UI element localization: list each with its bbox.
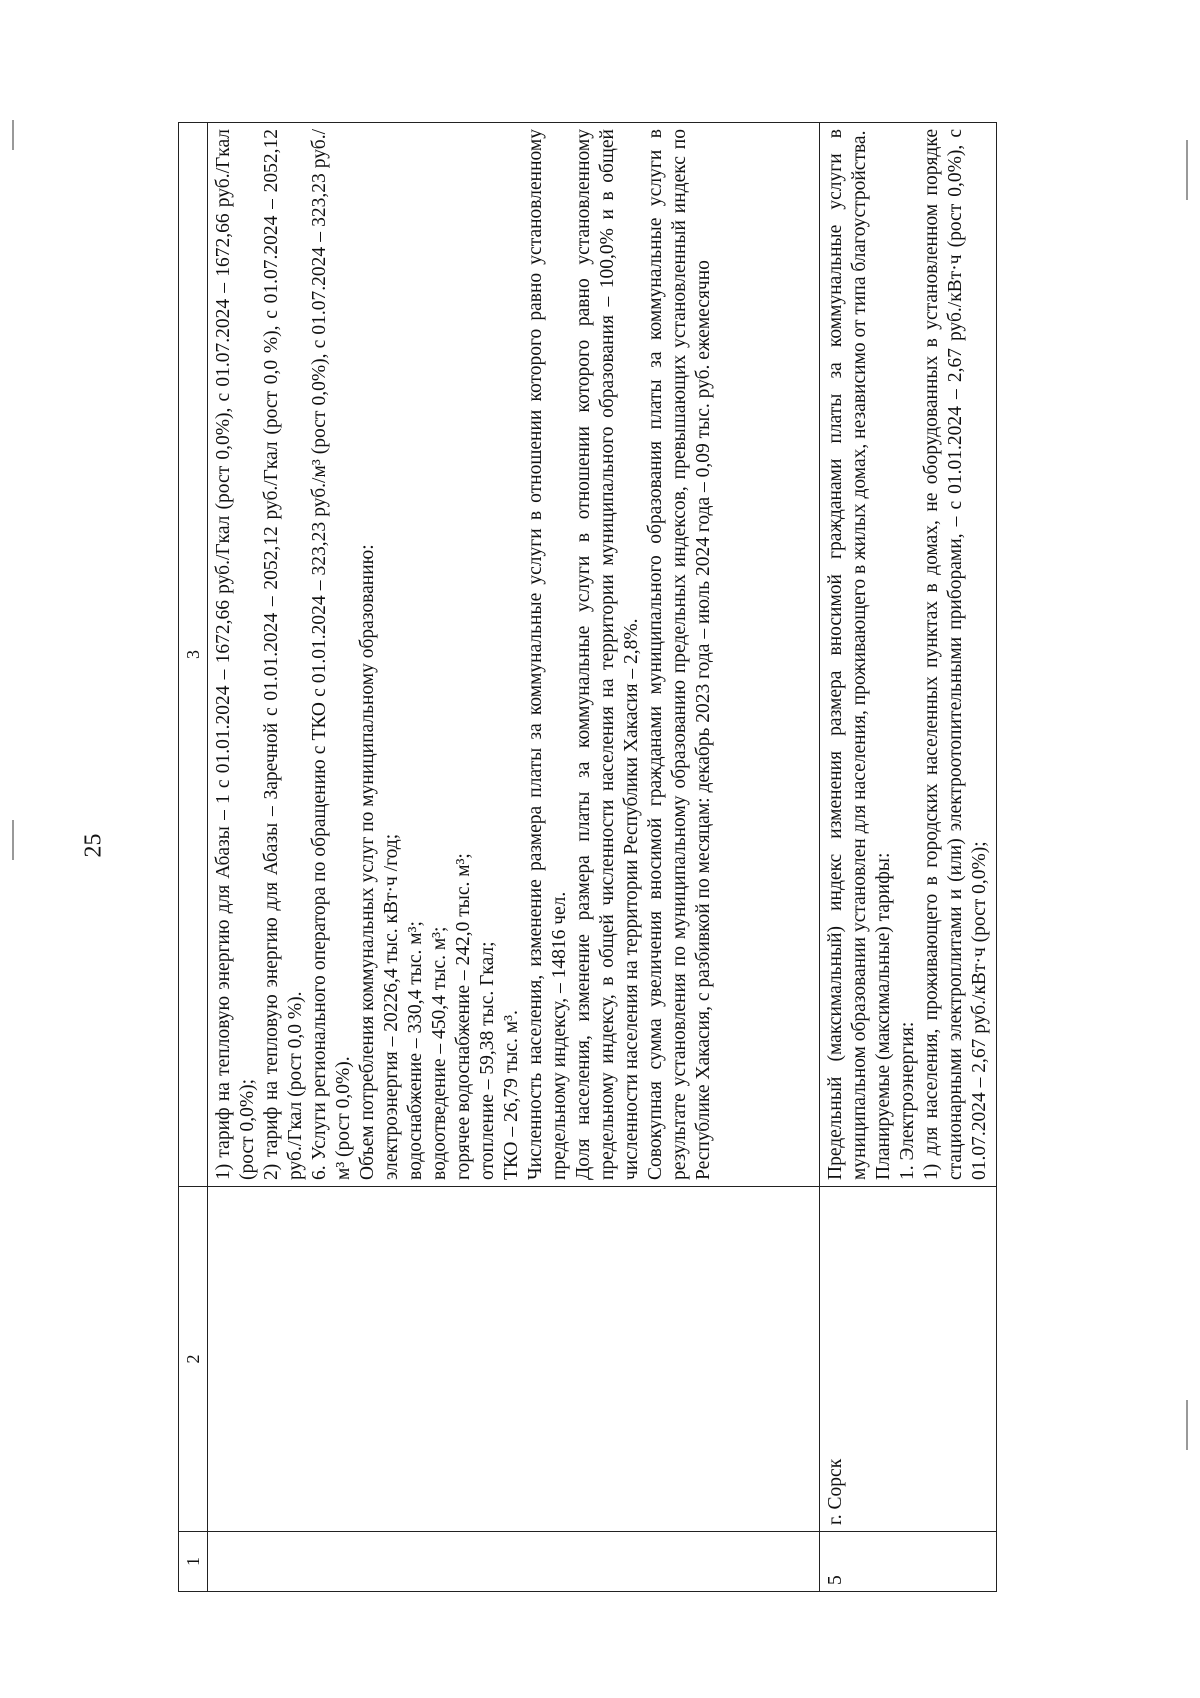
tariff-table <box>178 122 997 1592</box>
text-line: Предельный (максимальный) индекс изменения размера вносимой гражданами платы за коммунальные услуги в муниципальном образовании установлен для населения, проживающего в жилых домах, независимо от типа благоустройства. <box>825 129 871 1180</box>
text-line: водоотведение – 450,4 тыс. м³; <box>428 926 450 1180</box>
text-line: ТКО – 26,79 тыс. м³. <box>500 1010 522 1180</box>
municipality-name: г. Сорск <box>820 1187 997 1532</box>
municipality-name <box>208 1187 820 1532</box>
text-line: водоснабжение – 330,4 тыс. м³; <box>405 921 426 1180</box>
text-line: электроэнергия – 20226,4 тыс. кВт·ч /год; <box>381 833 403 1180</box>
table-row <box>208 123 820 1592</box>
text-line: 6. Услуги регионального оператора по обращению с ТКО с 01.01.2024 – 323,23 руб./м³ (рост 0,0%), с 01.07.2024 – 323,23 руб./м³ (рост 0,0%). <box>309 129 355 1180</box>
text-line: горячее водоснабжение – 242,0 тыс. м³; <box>452 853 474 1180</box>
row-number: 5 <box>820 1532 997 1592</box>
text-line: Объем потребления коммунальных услуг по муниципальному образованию: <box>357 544 379 1180</box>
row-description <box>820 123 997 1187</box>
table-row <box>820 123 997 1592</box>
text-line: 1) тариф на тепловую энергию для Абазы – 1 с 01.01.2024 – 1672,66 руб./Гкал (рост 0,0%), с 01.07.2024 – 1672,66 руб./Гкал (рост 0,0%); <box>213 129 259 1180</box>
scan-edge-mark <box>12 120 14 150</box>
scan-edge-mark <box>1186 1400 1188 1450</box>
text-line: Численность населения, изменение размера платы за коммунальные услуги в отношении которого равно установленному предельному индексу, – 14816 чел. <box>524 129 570 1180</box>
header-row <box>179 123 208 1592</box>
scan-edge-mark <box>1186 140 1188 200</box>
header-col-1: 1 <box>179 1532 208 1592</box>
header-col-2: 2 <box>179 1187 208 1532</box>
page-number: 25 <box>80 833 107 858</box>
scan-edge-mark <box>12 820 14 860</box>
text-line: Совокупная сумма увеличения вносимой гражданами муниципального образования платы за коммунальные услуги в результате установления по муниципальному образованию предельных индексов, превышающих установленный индекс по Республике Хакасия, с разбивкой по месяцам: декабрь 2023 года – июль 2024 года – 0,09 тыс. руб. ежемесячно <box>644 129 714 1180</box>
text-line: 2) тариф на тепловую энергию для Абазы – Заречной с 01.01.2024 – 2052,12 руб./Гкал (рост 0,0 %), с 01.07.2024 – 2052,12 руб./Гкал (рост 0,0 %). <box>261 129 307 1180</box>
text-line: 1) для населения, проживающего в городских населенных пунктах в домах, не оборудованных в установленном порядке стационарными электроплитами и (или) электроотопительными приборами, – с 01.01.2024 – 2,67 руб./кВт·ч (рост 0,0%), с 01.07.2024 – 2,67 руб./кВт·ч (рост 0,0%); <box>921 129 991 1180</box>
text-line: Планируемые (максимальные) тарифы: <box>873 852 895 1180</box>
text-line: Доля населения, изменение размера платы за коммунальные услуги в отношении которого равно установленному предельному индексу, в общей численности населения на территории муниципального образования – 100,0% и в общей численности населения на территории Республики Хакасия – 2,8%. <box>572 129 642 1180</box>
row-number <box>208 1532 820 1592</box>
header-col-3: 3 <box>179 123 208 1187</box>
text-line: 1. Электроэнергия: <box>897 1021 919 1180</box>
rotated-page-content <box>178 122 1178 1592</box>
row-description <box>208 123 820 1187</box>
text-line: отопление – 59,38 тыс. Гкал; <box>476 941 498 1180</box>
